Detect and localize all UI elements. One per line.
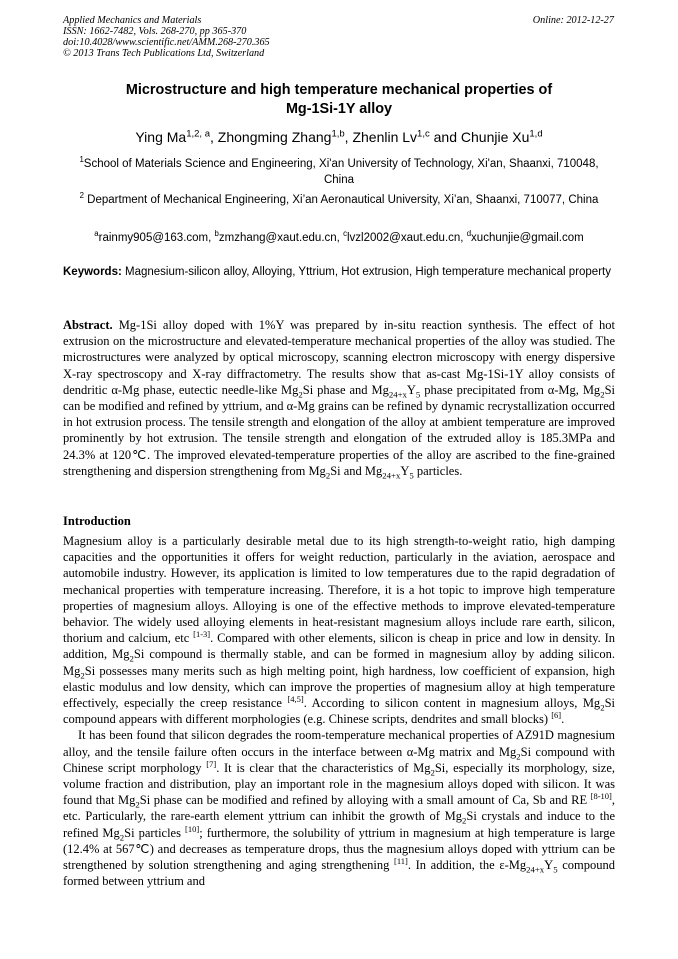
affiliation-2: [63, 192, 615, 208]
citation: [8-10]: [590, 791, 612, 802]
body-text: Si compound is thermally stable, and can be formed in magnesium alloy by adding silicon. Mg: [63, 647, 615, 678]
email-mark: c: [343, 229, 347, 239]
body-text: Si crystals and induce to the refined Mg: [63, 809, 615, 840]
subscript: 2: [600, 389, 605, 400]
body-text: It has been found that silicon degrades the room-temperature mechanical properties of AZ91D magnesium alloy, and the tensile failure often occurs in the interface between α-Mg matrix and Mg: [63, 728, 615, 759]
abstract-text: particles.: [413, 463, 463, 478]
body-text: Si possesses many merits such as high melting point, high hardness, low coefficient of expansion, high elastic modulus and low density, which can improve the properties of magnesium alloy at high temperature effectively, especially the creep resistance: [63, 663, 615, 711]
subscript: 24+x: [382, 470, 401, 481]
affiliation-text: Department of Mechanical Engineering, Xi’an Aeronautical University, Xi’an, Shaanxi, 710077, China: [87, 194, 599, 206]
subscript: 2: [80, 670, 85, 681]
section-heading-introduction: Introduction: [63, 514, 131, 528]
body-text: . Compared with other elements, silicon is cheap in price and low in density. In addition, Mg: [63, 631, 616, 662]
citation: [11]: [394, 855, 408, 866]
body-text: . It is clear that the characteristics of Mg: [216, 760, 431, 775]
subscript: 5: [553, 864, 558, 875]
email-mark: a: [94, 229, 99, 239]
keywords-text: Magnesium-silicon alloy, Alloying, Yttrium, Hot extrusion, High temperature mechanical property: [125, 266, 611, 278]
email-address: zmzhang@xaut.edu.cn: [218, 232, 337, 244]
body-text: . In addition, the ε-Mg: [407, 858, 527, 873]
citation: [6]: [551, 710, 562, 721]
abstract-text: Si phase and Mg: [302, 382, 389, 397]
body-text: Si compound with Chinese script morphology: [63, 744, 616, 775]
affiliation-number: 2: [79, 191, 84, 201]
introduction-paragraph-2: [63, 727, 615, 889]
keywords-label: Keywords:: [63, 266, 122, 278]
title-line-2: Mg-1Si-1Y alloy: [285, 101, 393, 117]
affiliation-text: School of Materials Science and Engineering, Xi'an University of Technology, Xi'an, Shaanxi, 710048, China: [83, 158, 599, 186]
introduction-body: [63, 533, 615, 889]
subscript: 2: [325, 470, 331, 481]
journal-header: [63, 15, 483, 59]
abstract: [63, 317, 615, 479]
author-name: Ying Ma: [135, 129, 187, 145]
title-line-1: Microstructure and high temperature mechanical properties of: [125, 82, 553, 98]
citation: [7]: [206, 758, 217, 769]
paper-title: [63, 81, 615, 119]
subscript: 5: [409, 470, 414, 481]
body-text: ; furthermore, the solubility of yttrium in magnesium at high temperature is large (12.4% at 567℃) and decreases as temperature drops, thus the magnesium alloys doped with yttrium can be strengthened by solution strengthening and aging strengthening: [63, 825, 615, 873]
author-name: Zhenlin Lv: [352, 129, 418, 145]
citation: [4,5]: [287, 693, 304, 704]
body-text: . According to silicon content in magnesium alloys, Mg: [303, 696, 601, 711]
body-text: Magnesium alloy is a particularly desirable metal due to its high strength-to-weight ratio, high damping capacities and the opportunities it offers for weight reduction, particularly in the aviation, aerospace and automobile industry. However, its application is limited to low temperatures due to the rapid degradation of mechanical properties with temperature increasing. Therefore, it is a hot topic to improve high temperature properties of magnesium alloys. Alloying is one of the effective methods to improve elevated-temperature behavior. The widely used alloying elements in heat-resistant magnesium alloys include rare earth, silicon, thorium and calcium, etc: [63, 534, 615, 646]
email-address: rainmy905@163.com: [98, 232, 209, 244]
subscript: 2: [119, 832, 125, 843]
subscript: 2: [430, 767, 435, 778]
affiliation-number: 1: [79, 155, 84, 165]
body-text: Si phase can be modified and refined by alloying with a small amount of Ca, Sb and RE: [139, 793, 591, 808]
body-text: , etc. Particularly, the rare-earth element yttrium can inhibit the growth of Mg: [63, 793, 616, 824]
subscript: 2: [600, 702, 605, 713]
subscript: 2: [129, 653, 134, 664]
introduction-paragraph-1: [63, 533, 615, 727]
email-mark: b: [214, 229, 219, 239]
email-address: lvzl2002@xaut.edu.cn: [346, 232, 461, 244]
subscript: 2: [462, 815, 467, 826]
subscript: 24+x: [388, 389, 407, 400]
email-list: $^a$rainmy905@163.com, $^b$zmzhang@xaut.edu.cn, $^c$lvzl2002@xaut.edu.cn, $^d$xuchunjie@gmail.com: [94, 229, 584, 244]
subscript: 24+x: [526, 864, 545, 875]
author-name: Chunjie Xu: [460, 129, 530, 145]
author-affiliation-mark: 1,d: [529, 128, 543, 140]
abstract-text: Si and Mg: [330, 463, 383, 478]
subscript: 2: [298, 389, 303, 400]
author-affiliation-mark: 1,c: [417, 128, 430, 140]
abstract-text: Mg-1Si alloy doped with 1%Y was prepared by in-situ reaction synthesis. The effect of hot extrusion on the microstructure and elevated-temperature mechanical properties of the alloy was studied. The microstructures were analyzed by optical microscopy, scanning electron microscopy with energy dispersive X-ray spectroscopy and X-ray diffractometry. The results show that as-cast Mg-1Si-1Y alloy consists of dendritic α-Mg phase, eutectic needle-like Mg: [63, 318, 616, 397]
author-name: Zhongming Zhang: [217, 129, 332, 145]
keywords: [63, 264, 615, 280]
abstract-text: Si can be modified and refined by yttrium, and α-Mg grains can be refined by dynamic recrystallization occurred in hot extrusion process. The tensile strength and elongation of the alloy at ambient temperature are improved prominently by hot extrusion. The tensile strength and elongation of the extruded alloy is 185.3MPa and 24.3% at 120℃. The improved elevated-temperature properties of the alloy are ascribed to the fine-grained strengthening and dispersion strengthening from Mg: [63, 382, 615, 478]
subscript: 2: [135, 799, 140, 810]
abstract-text: Y: [406, 382, 416, 397]
issn-line: ISSN: 1662-7482, Vols. 268-270, pp 365-370: [63, 26, 247, 37]
email-mark: d: [466, 229, 472, 239]
citation: [1-3]: [193, 629, 211, 640]
affiliation-1: [63, 156, 615, 188]
subscript: 5: [415, 389, 421, 400]
abstract-text: phase precipitated from α-Mg, Mg: [420, 382, 601, 397]
journal-name: Applied Mechanics and Materials: [63, 15, 202, 26]
abstract-text: Y: [400, 463, 410, 478]
online-date: Online: 2012-12-27: [532, 15, 614, 26]
doi-line: doi:10.4028/www.scientific.net/AMM.268-270.365: [63, 37, 270, 48]
abstract-label: Abstract.: [63, 318, 113, 332]
author-affiliation-mark: 1,2, a: [186, 128, 211, 140]
citation: [10]: [185, 823, 200, 834]
body-text: compound formed between yttrium and: [63, 858, 615, 889]
body-text: Si particles: [124, 825, 186, 840]
body-text: .: [561, 712, 565, 727]
author-affiliation-mark: 1,b: [331, 128, 345, 140]
body-text: Si compound appears with different morphologies (e.g. Chinese scripts, dendrites and small blocks): [63, 696, 615, 727]
body-text: Si, especially its morphology, size, volume fraction and distribution, play an important role in the magnesium alloys doped with silicon. It was found that Mg: [63, 760, 615, 808]
body-text: Y: [544, 858, 554, 873]
copyright-line: © 2013 Trans Tech Publications Ltd, Switzerland: [63, 48, 265, 59]
author-list: Ying Ma$^{1,2, a}$, Zhongming Zhang$^{1,b}$, Zhenlin Lv$^{1,c}$ and Chunjie Xu$^{1,d}$: [135, 128, 543, 145]
email-address: xuchunjie@gmail.com: [471, 232, 584, 244]
subscript: 2: [516, 751, 521, 762]
